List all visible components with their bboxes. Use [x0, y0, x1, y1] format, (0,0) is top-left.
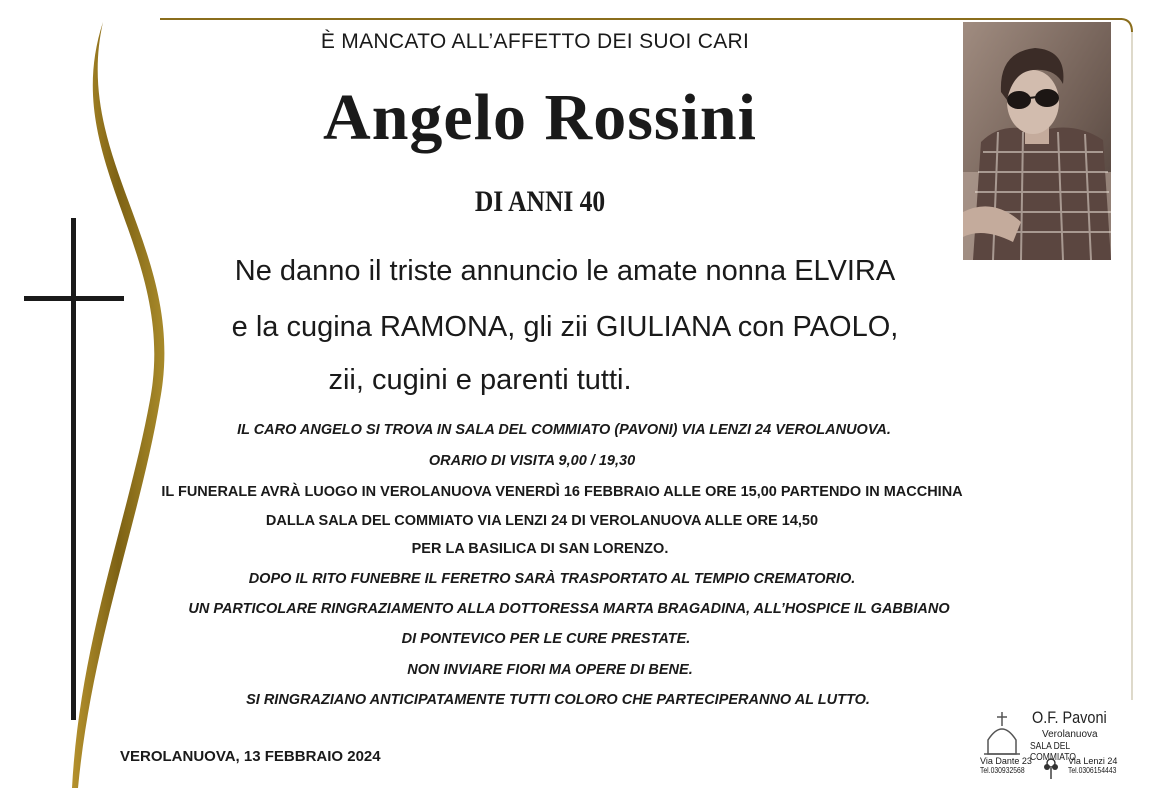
place-and-date: VEROLANUOVA, 13 FEBBRAIO 2024: [120, 748, 381, 765]
funeral-home-name: O.F. Pavoni: [1032, 708, 1107, 727]
funeral-home-city: Verolanuova: [1042, 729, 1098, 740]
funeral-home-phone-2: Tel.0306154443: [1068, 766, 1117, 775]
info-line-3: IL FUNERALE AVRÀ LUOGO IN VEROLANUOVA VENERDÌ 16 FEBBRAIO ALLE ORE 15,00 PARTENDO IN MACCHINA: [161, 484, 963, 500]
deceased-name: Angelo Rossini: [323, 81, 757, 154]
funeral-home-phone-1: Tel.030932568: [980, 766, 1025, 775]
deceased-photo: [963, 22, 1111, 260]
announcement-line-2: e la cugina RAMONA, gli zii GIULIANA con PAOLO,: [231, 311, 899, 343]
info-line-4: DALLA SALA DEL COMMIATO VIA LENZI 24 DI VEROLANUOVA ALLE ORE 14,50: [265, 513, 819, 529]
announcement-line-1: Ne danno il triste annuncio le amate nonna ELVIRA: [234, 255, 896, 287]
deceased-age: DI ANNI 40: [474, 185, 606, 218]
funeral-home-address-2: Via Lenzi 24: [1068, 756, 1118, 766]
funeral-home-subtitle: SALA DEL COMMIATO: [1030, 741, 1076, 763]
flower-icon: [1040, 756, 1062, 780]
funeral-home-logo: [978, 706, 1124, 782]
funeral-home-address-1: Via Dante 23: [980, 756, 1032, 766]
info-line-10: SI RINGRAZIANO ANTICIPATAMENTE TUTTI COLORO CHE PARTECIPERANNO AL LUTTO.: [246, 692, 870, 708]
info-line-6: DOPO IL RITO FUNEBRE IL FERETRO SARÀ TRASPORTATO AL TEMPIO CREMATORIO.: [248, 571, 856, 587]
notice-header: È MANCATO ALL’AFFETTO DEI SUOI CARI: [320, 30, 750, 53]
info-line-2: ORARIO DI VISITA 9,00 / 19,30: [428, 453, 636, 469]
info-line-7: UN PARTICOLARE RINGRAZIAMENTO ALLA DOTTORESSA MARTA BRAGADINA, ALL’HOSPICE IL GABBIANO: [188, 601, 950, 617]
info-line-1: IL CARO ANGELO SI TROVA IN SALA DEL COMMIATO (PAVONI) VIA LENZI 24 VEROLANUOVA.: [237, 422, 891, 438]
announcement-line-3: zii, cugini e parenti tutti.: [328, 364, 632, 396]
church-dome-icon: [980, 708, 1024, 756]
info-line-9: NON INVIARE FIORI MA OPERE DI BENE.: [407, 662, 693, 678]
info-line-5: PER LA BASILICA DI SAN LORENZO.: [411, 541, 669, 557]
info-line-8: DI PONTEVICO PER LE CURE PRESTATE.: [401, 631, 691, 647]
